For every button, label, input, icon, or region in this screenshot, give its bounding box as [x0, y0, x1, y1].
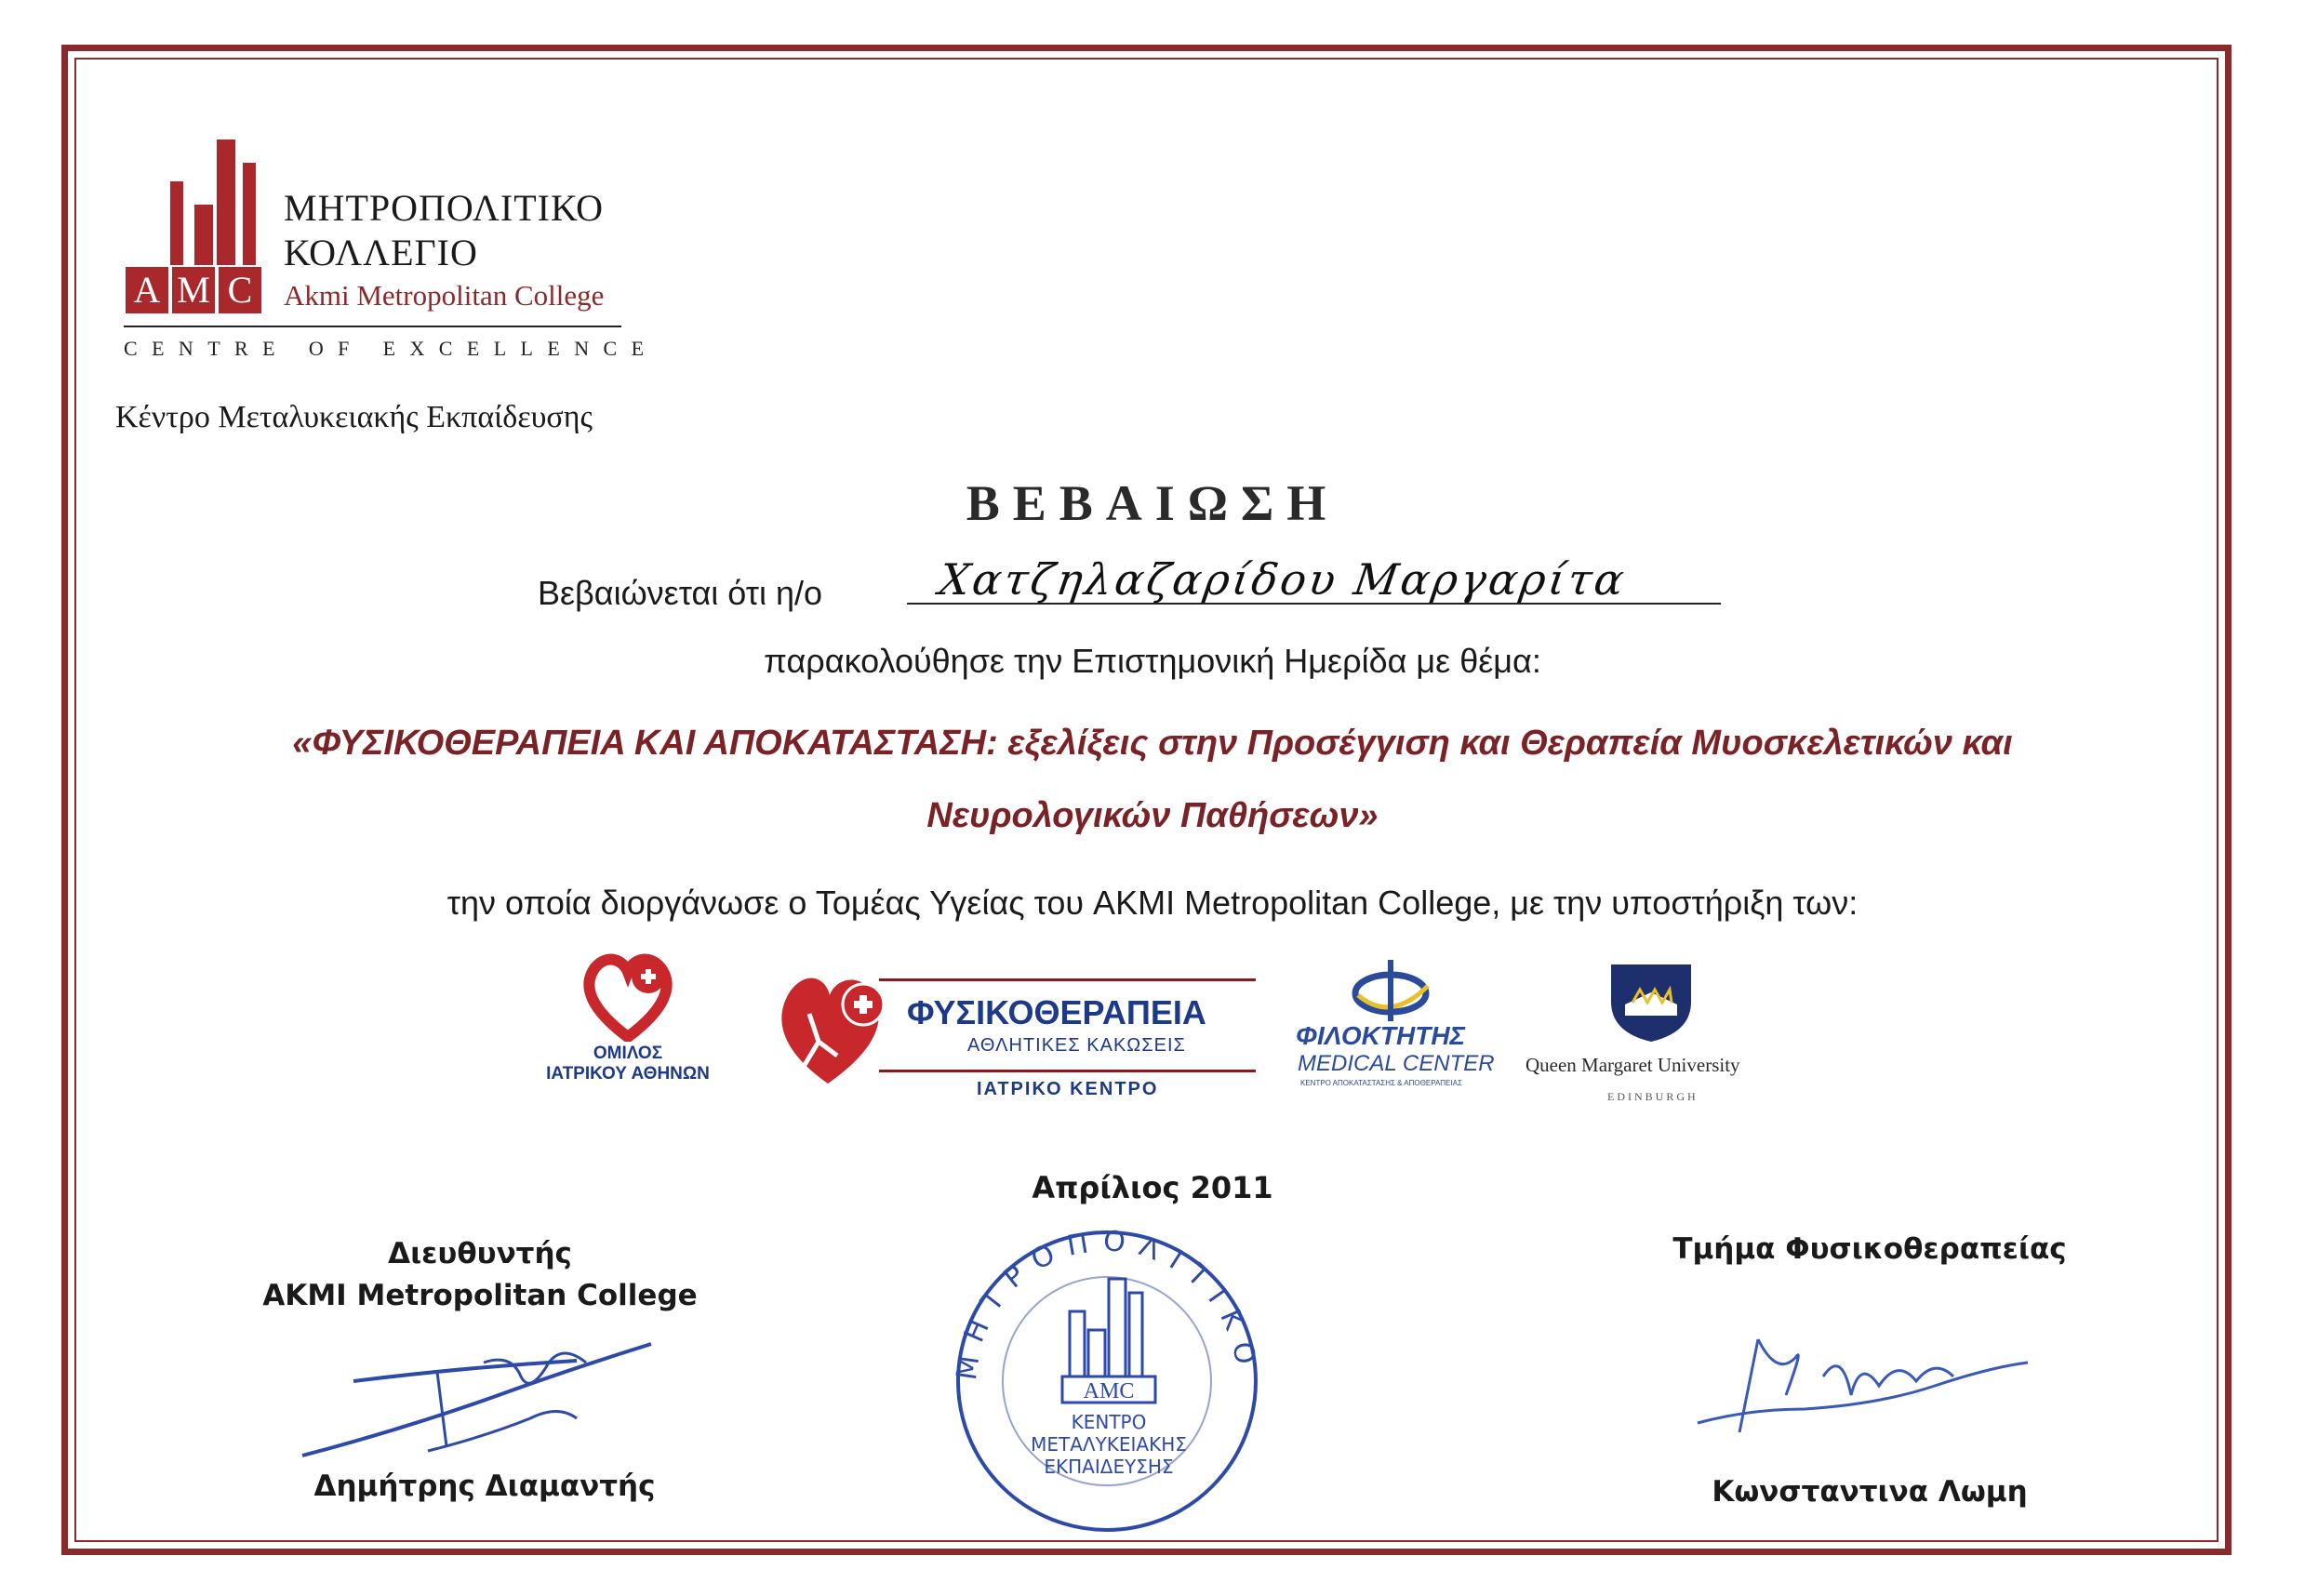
- heart-runner-icon: [772, 967, 893, 1088]
- sponsor-qmu-city: EDINBURGH: [1607, 1090, 1699, 1103]
- certificate-title: ΒΕΒΑΙΩΣΗ: [966, 475, 1339, 531]
- qmu-shield-icon: [1606, 960, 1696, 1044]
- seminar-topic-line1: «ΦΥΣΙΚΟΘΕΡΑΠΕΙΑ ΚΑΙ ΑΠΟΚΑΤΑΣΤΑΣΗ: εξελίξεις στην Προσέγγιση και Θεραπεία Μυοσκελετικών και: [292, 724, 2013, 763]
- sponsor2-rule-bottom: [879, 1070, 1256, 1072]
- recipient-name-handwritten: Χατζηλαζαρίδου Μαργαρίτα: [936, 554, 1631, 605]
- sponsor-filoktitis-name: ΦΙΛΟΚΤΗΤΗΣ: [1296, 1021, 1466, 1050]
- director-name: Δημήτρης Διαμαντής: [313, 1470, 656, 1503]
- certifies-label: Βεβαιώνεται ότι η/ο: [538, 574, 823, 612]
- logo-letter-m: M: [172, 267, 215, 313]
- college-logo: [124, 140, 268, 313]
- logo-letter-a: A: [126, 267, 168, 313]
- department-head-name: Κωνσταντινα Λωμη: [1712, 1475, 2028, 1509]
- attended-text: παρακολούθησε την Επιστημονική Ημερίδα με θέμα:: [764, 642, 1541, 680]
- sponsor-physiotherapy-center: ΙΑΤΡΙΚΟ ΚΕΝΤΡΟ: [977, 1079, 1159, 1099]
- sponsor1-line1: ΟΜΙΛΟΣ: [593, 1044, 663, 1063]
- sponsor-physiotherapy-title: ΦΥΣΙΚΟΘΕΡΑΠΕΙΑ: [907, 993, 1206, 1031]
- sponsor-physiotherapy-sub: ΑΘΛΗΤΙΚΕΣ ΚΑΚΩΣΕΙΣ: [967, 1035, 1186, 1056]
- department-title: Τμήμα Φυσικοθεραπείας: [1672, 1232, 2067, 1266]
- stamp-line2: ΜΕΤΑΛΥΚΕΙΑΚΗΣ: [1031, 1433, 1187, 1456]
- stamp-ring-text: ΜΗΤΡΟΠΟΛΙΤΙΚΟ: [950, 1224, 1263, 1383]
- sponsor-filoktitis-tiny: ΚΕΝΤΡΟ ΑΠΟΚΑΤΑΣΤΑΣΗΣ & ΑΠΟΘΕΡΑΠΕΙΑΣ: [1300, 1079, 1462, 1087]
- director-signature-icon: [298, 1325, 670, 1474]
- svg-text:AMC: AMC: [1083, 1379, 1135, 1403]
- director-title: Διευθυντής: [388, 1237, 572, 1270]
- recipient-name-line: [907, 603, 1721, 605]
- heart-cross-icon: [581, 949, 674, 1042]
- seminar-topic: [140, 707, 2165, 852]
- sponsor-omilos-iatrikou: [512, 1044, 744, 1084]
- sponsor-qmu-name: Queen Margaret University: [1526, 1054, 1740, 1076]
- college-name-line2: ΚΟΛΛΕΓΙΟ: [284, 232, 478, 273]
- college-name-english: Akmi Metropolitan College: [284, 279, 605, 312]
- centre-subtitle: Κέντρο Μεταλυκειακής Εκπαίδευσης: [115, 400, 593, 434]
- sponsor-filoktitis-sub: MEDICAL CENTER: [1298, 1051, 1495, 1076]
- stamp-seal-icon: [939, 1218, 1274, 1535]
- filoktitis-emblem-icon: [1339, 958, 1442, 1023]
- department-signature-icon: [1693, 1321, 2046, 1460]
- stamp-line3: ΕΚΠΑΙΔΕΥΣΗΣ: [1044, 1456, 1174, 1478]
- certificate-date: Απρίλιος 2011: [1032, 1170, 1273, 1205]
- seminar-topic-line2: Νευρολογικών Παθήσεων»: [926, 796, 1379, 835]
- logo-divider: [124, 326, 621, 327]
- stamp-line1: ΚΕΝΤΡΟ: [1071, 1411, 1147, 1433]
- sponsor2-rule-top: [879, 978, 1256, 981]
- logo-letter-c: C: [219, 267, 261, 313]
- organized-text: την οποία διοργάνωσε ο Τομέας Υγείας του AKMI Metropolitan College, με την υποστήριξη των:: [446, 884, 1859, 922]
- college-name-line1: ΜΗΤΡΟΠΟΛΙΤΙΚΟ: [284, 187, 604, 229]
- director-organization: AKMI Metropolitan College: [262, 1279, 698, 1312]
- logo-tagline: CENTRE OF EXCELLENCE: [124, 337, 659, 360]
- official-stamp: [939, 1218, 1274, 1535]
- sponsor1-line2: ΙΑΤΡΙΚΟΥ ΑΘΗΝΩΝ: [546, 1064, 710, 1084]
- college-name-greek: [284, 186, 604, 275]
